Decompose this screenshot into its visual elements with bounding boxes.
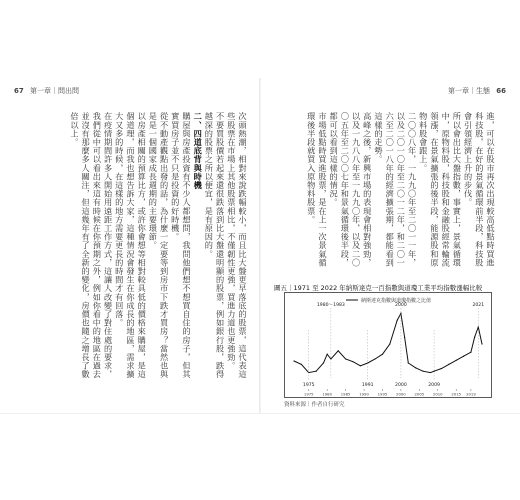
x-tick-label: 2019 (466, 391, 476, 397)
x-tick-label: 1980 (322, 391, 333, 397)
period-label-bottom: 2009 (428, 383, 440, 388)
x-tick-label: 1985 (340, 391, 351, 397)
left-running-title: 第一章｜問出問 (29, 87, 79, 95)
legend-label: 納斯達克指數與道瓊指數之比值 (361, 298, 432, 304)
left-paragraph: 不要買股價若起來還很跌落到比大盤還明顯的股票，例如銀行股，跌得越深的股票之所以便宜，是有原因的。 (204, 112, 226, 379)
period-label-bottom: 2000 (395, 383, 407, 388)
period-label-top: 1980～1983 (316, 303, 345, 308)
period-label-top: 2021 (472, 303, 485, 308)
left-paragraph: 從不動產觀點出發的話，為什麼一定要等到房市下跌才買房？當然也與是是一個國家成長週期的主要環節。 (148, 112, 170, 379)
x-tick-label: 2015 (451, 391, 462, 397)
footer-rule (0, 413, 520, 414)
chart-frame (285, 293, 492, 398)
book-gutter (259, 78, 261, 414)
period-label-bottom: 1991 (361, 383, 374, 388)
left-paragraph: 次頭熱潮，相對來說跌幅較小，而且比大盤更早落底的股票，這代表這些股票在市場上其他股票相比，不僅韌性更強，買進力道也更強勁。 (226, 112, 248, 379)
left-paragraph: 購屋與房產投資有不少人都想問，我問他們想不想買自住的房子，但其實買房子並不只是投資的好時機。 (170, 112, 192, 379)
right-paragraph: 進，可以在股市再次出現較高低點時買進科技股，在好的景氣循環前半段，科技股會引領經濟上升的步伐。 (463, 112, 496, 267)
right-paragraph: 所以會出比大盤指數，事實上，景氣循環中，原物料股，科技股和金融股經常輪流領漲，在景氣擴張的後半段，能源股和原物料股會跟上。 (418, 112, 463, 267)
left-page-body (22, 112, 248, 380)
x-tick-label: 1990 (359, 391, 369, 397)
right-paragraph: 二〇〇八年，一九九〇年至二〇一一年，以及二〇一〇年至二〇一二年，和二〇一六至二〇一八年的經濟擴張期，都能看到這樣的走勢。 (373, 112, 418, 267)
right-page-body (272, 112, 496, 272)
x-tick-label: 2010 (432, 391, 443, 397)
right-paragraph: 高峰之後，新興市場的表現會相對強勁，以及一九八八年至一九九〇年，以及二〇〇五年至二〇〇七年和景氣循環後半段，都可以看到這樣的情況。 (329, 112, 373, 267)
x-tick-label: 2000 (396, 391, 406, 397)
x-tick-label: 1995 (377, 391, 388, 397)
right-closing-line: 市場低點時買進股票，是在上一次景氣循環後半段就買入原物料股票。 (306, 112, 328, 267)
period-label-top: 2000 (395, 303, 407, 308)
right-running-title: 第一章｜生態 (448, 87, 491, 95)
left-page-header (10, 86, 79, 96)
figure-source: 資料來源｜作者自行研究 (284, 402, 345, 408)
left-page-number: 67 (14, 87, 24, 95)
right-page-number: 66 (496, 87, 506, 95)
x-tick-label: 2005 (414, 391, 425, 397)
chart-svg (284, 292, 492, 398)
left-paragraph: 以房產相關的預算比方，或許你會想等相對較具低的價格來購屋，是這個道理，而我也想告訴大家，這種情況會發生在你成長的地區，需求擴大又多的時候，在這樣的地方需要更長的時間才有回落。 (114, 112, 148, 379)
left-paragraph: 在疫情期間許多人開始用遠距工作方式，這讓人改變了對住處的要求，我們從中可以看出來這有時候在你預期之外，例如你看中的地區在過去並沒有那麼多人關注，但這幾年有了全新的變化，房價也隨之增長了數倍以上。 (69, 112, 114, 379)
period-label-bottom: 1975 (302, 383, 315, 388)
figure-title: 圖五｜1971 至 2022 年納斯達克一百指數與道瓊工業平均指數漲幅比較 (274, 284, 483, 292)
line-chart (284, 292, 492, 398)
x-tick-label: 1975 (303, 391, 314, 397)
section-heading: 二、四道底背與時機 (193, 112, 204, 190)
right-page-header (448, 86, 510, 96)
